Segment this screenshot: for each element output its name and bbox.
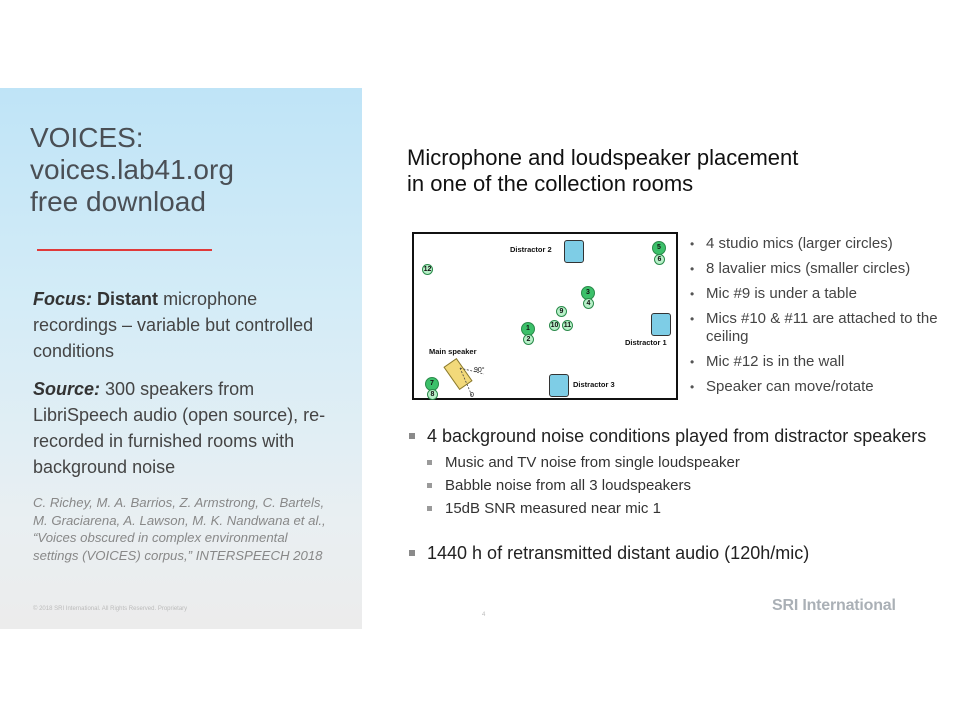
bullet-noise-text: 4 background noise conditions played from distractor speakers [427, 426, 927, 446]
main-bullets [407, 425, 927, 564]
bullet-noise-conditions [407, 425, 927, 447]
title-line-3: free download [30, 186, 206, 217]
note-item: • Mic #12 is in the wall [688, 353, 948, 371]
distractor-3-speaker [549, 374, 569, 397]
sri-logo: SRI International [772, 597, 896, 614]
square-bullet-icon [427, 506, 432, 511]
title-line-2: voices.lab41.org [30, 154, 234, 185]
source-label: Source: [33, 379, 101, 399]
mic-4: 4 [583, 298, 594, 309]
page-number: 4 [482, 612, 486, 618]
mic-3: 3 [581, 286, 595, 300]
square-bullet-icon [427, 483, 432, 488]
sub-bullet-text: Babble noise from all 3 loudspeakers [445, 477, 691, 494]
source-text: 300 speakers from LibriSpeech audio (open source), re-recorded in furnished rooms with background noise [33, 379, 326, 477]
note-item: • Speaker can move/rotate [688, 378, 948, 396]
citation: C. Richey, M. A. Barrios, Z. Armstrong, C. Bartels, M. Graciarena, A. Lawson, M. K. Nandwana et al., “Voices obscured in complex environmental settings (VOICES) corpus,” INTERSPEECH 2018 [33, 495, 326, 563]
square-bullet-icon [409, 550, 415, 556]
sub-bullet-text: 15dB SNR measured near mic 1 [445, 500, 661, 517]
focus-paragraph [33, 286, 343, 364]
note-item: • 4 studio mics (larger circles) [688, 235, 948, 253]
focus-text: microphone recordings – variable but controlled conditions [33, 289, 314, 361]
note-item: • 8 lavalier mics (smaller circles) [688, 260, 948, 278]
mic-6: 6 [654, 254, 665, 265]
slide-title-line-1: Microphone and loudspeaker placement [407, 145, 799, 170]
mic-2: 2 [523, 334, 534, 345]
slide-title [407, 145, 927, 197]
bullet-audio-text: 1440 h of retransmitted distant audio (120h/mic) [427, 543, 810, 563]
sub-bullet [425, 497, 927, 520]
sub-bullet-text: Music and TV noise from single loudspeaker [445, 454, 740, 471]
mic-10: 10 [550, 322, 559, 329]
note-item: • Mic #9 is under a table [688, 285, 948, 303]
mic-9: 9 [556, 306, 567, 317]
square-bullet-icon [427, 460, 432, 465]
zero-label: 0 [470, 392, 474, 399]
slide-title-line-2: in one of the collection rooms [407, 171, 694, 196]
mic-5: 5 [652, 241, 666, 255]
focus-label: Focus: [33, 289, 93, 309]
distractor-2-speaker [564, 240, 584, 263]
square-bullet-icon [409, 433, 415, 439]
sub-bullet [425, 451, 927, 474]
main-speaker-label: Main speaker [429, 347, 477, 356]
room-diagram [412, 232, 678, 400]
left-title [30, 122, 350, 218]
bullet-audio-hours [407, 542, 927, 564]
distractor-2-label: Distractor 2 [510, 245, 552, 254]
mic-12: 12 [423, 266, 432, 273]
distractor-3-label: Distractor 3 [573, 380, 615, 389]
mic-8: 8 [427, 389, 438, 400]
distractor-1-label: Distractor 1 [625, 338, 667, 347]
title-line-1: VOICES: [30, 122, 144, 153]
note-item: • Mics #10 & #11 are attached to the ceiling [688, 310, 948, 346]
diagram-notes [688, 235, 948, 403]
source-paragraph [33, 376, 343, 480]
mic-11: 11 [563, 322, 572, 329]
angle-label: 90° [474, 367, 485, 374]
mic-7: 7 [425, 377, 439, 391]
red-divider [37, 249, 212, 251]
copyright: © 2018 SRI International. All Rights Reserved. Proprietary [33, 606, 188, 612]
mic-1: 1 [521, 322, 535, 336]
focus-bold: Distant [97, 289, 159, 309]
distractor-1-speaker [651, 313, 671, 336]
sub-bullet [425, 474, 927, 497]
